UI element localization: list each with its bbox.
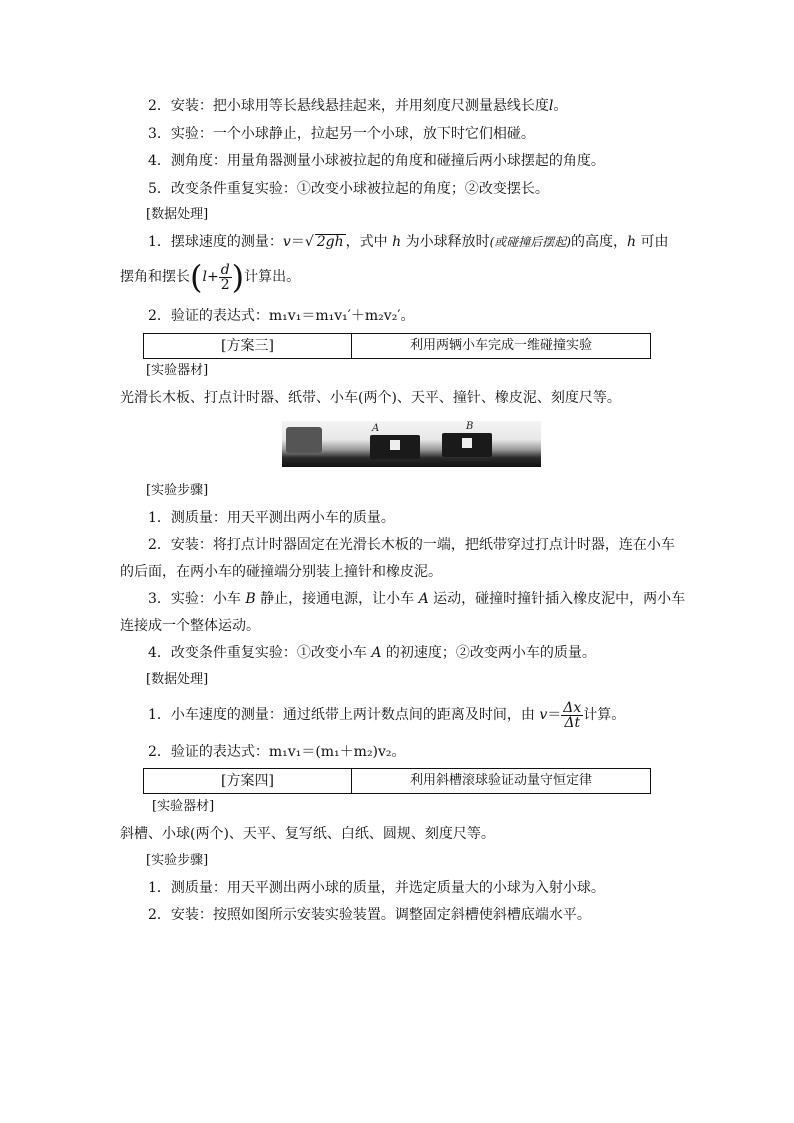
var-b: B	[245, 591, 256, 607]
section-steps-2: [实验步骤]	[146, 853, 209, 868]
text: 为小球释放时	[401, 234, 490, 250]
paren-open: (	[190, 258, 203, 296]
text: 计算。	[583, 707, 626, 723]
install-text: 2．安装：把小球用等长悬线悬挂起来，并用刻度尺测量悬线长度	[148, 98, 549, 114]
var-h: h	[392, 234, 402, 250]
experiment-line: 3．实验：一个小球静止，拉起另一个小球，放下时它们相碰。	[148, 126, 535, 142]
verify-expression-2: 2．验证的表达式：m₁v₁＝(m₁＋m₂)v₂。	[148, 744, 406, 760]
numerator: d	[220, 261, 230, 278]
numerator: Δx	[563, 699, 582, 716]
var-h: h	[626, 234, 636, 250]
equals: ＝	[290, 234, 305, 250]
text: 静止，接通电源，让小车	[255, 591, 419, 607]
text: 3．实验：小车	[148, 591, 246, 607]
sqrt-content: 2gh	[316, 234, 344, 250]
section-data-processing-2: [数据处理]	[146, 672, 209, 687]
plan-three-label: [方案三]	[144, 334, 352, 358]
step-install-2: 2．安装：按照如图所示安装实验装置。调整固定斜槽使斜槽底端水平。	[148, 907, 591, 923]
step-mass-2: 1．测质量：用天平测出两小球的质量，并选定质量大的小球为入射小球。	[148, 880, 605, 896]
var-a: A	[371, 645, 382, 661]
text: ，式中	[345, 234, 393, 250]
text: 的初速度；②改变两小车的质量。	[381, 645, 596, 661]
plan-four-box	[143, 768, 651, 794]
equipment-list-2: 斜槽、小球(两个)、天平、复写纸、白纸、圆规、刻度尺等。	[120, 826, 495, 842]
denominator: 2	[220, 276, 230, 293]
var-l: l	[548, 98, 554, 114]
var-a: A	[418, 591, 429, 607]
plan-four-title: 利用斜槽滚球验证动量守恒定律	[409, 773, 592, 788]
section-data-processing-1: [数据处理]	[146, 207, 209, 222]
step-install-b: 的后面，在两小车的碰撞端分别装上撞针和橡皮泥。	[120, 564, 442, 580]
cart-photo	[282, 421, 541, 467]
cart-speed-line	[148, 698, 625, 732]
paren-close: )	[231, 258, 245, 296]
text: 运动，碰撞时撞针插入橡皮泥中，两小车	[428, 591, 686, 607]
period: 。	[553, 98, 568, 114]
text: 摆角和摆长	[120, 269, 190, 285]
plan-three-title: 利用两辆小车完成一维碰撞实验	[409, 338, 592, 353]
cart-b	[442, 433, 492, 457]
text: 4．改变条件重复实验：①改变小车	[148, 645, 372, 661]
var-l: l	[202, 269, 207, 285]
note: (或碰撞后摆起)	[489, 235, 571, 249]
equipment-list-1: 光滑长木板、打点计时器、纸带、小车(两个)、天平、撞针、橡皮泥、刻度尺等。	[120, 390, 621, 406]
timer-device	[286, 427, 322, 453]
text: 可由	[636, 234, 669, 250]
cart-a	[370, 435, 420, 459]
equals: ＝	[547, 707, 562, 723]
step-experiment-b: 连接成一个整体运动。	[120, 618, 260, 634]
step-experiment-a	[148, 589, 685, 609]
speed-measure-line	[148, 232, 668, 252]
section-equipment-2: [实验器材]	[152, 799, 215, 814]
text: 计算出。	[244, 269, 301, 285]
text: 1．小车速度的测量：通过纸带上两计数点间的距离及时间，由	[148, 707, 540, 723]
verify-expression-1: 2．验证的表达式：m₁v₁＝m₁v₁′＋m₂v₂′。	[148, 308, 415, 324]
section-steps-1: [实验步骤]	[146, 483, 209, 498]
step-install-a: 2．安装：将打点计时器固定在光滑长木板的一端，把纸带穿过打点计时器，连在小车	[148, 537, 675, 553]
pendulum-length-line	[120, 258, 301, 296]
plus: +	[206, 269, 219, 285]
cart-a-label: A	[372, 423, 380, 434]
var-v: v	[282, 234, 291, 250]
repeat-line: 5．改变条件重复实验：①改变小球被拉起的角度；②改变摆长。	[148, 181, 549, 197]
step-mass: 1．测质量：用天平测出两小车的质量。	[148, 510, 395, 526]
cart-b-label: B	[466, 421, 474, 432]
angle-line: 4．测角度：用量角器测量小球被拉起的角度和碰撞后两小球摆起的角度。	[148, 153, 605, 169]
fraction-d-over-2	[219, 263, 232, 292]
text: 的高度，	[570, 234, 627, 250]
section-equipment-1: [实验器材]	[146, 363, 209, 378]
sqrt-sign: √	[304, 234, 314, 250]
fraction-dx-dt	[561, 701, 583, 730]
var-v: v	[539, 707, 548, 723]
step-repeat	[148, 643, 596, 663]
denominator: Δt	[564, 714, 581, 731]
install-line	[148, 96, 567, 116]
plan-four-label: [方案四]	[144, 769, 352, 793]
plan-three-box	[143, 333, 651, 359]
speed-label: 1．摆球速度的测量：	[148, 234, 283, 250]
